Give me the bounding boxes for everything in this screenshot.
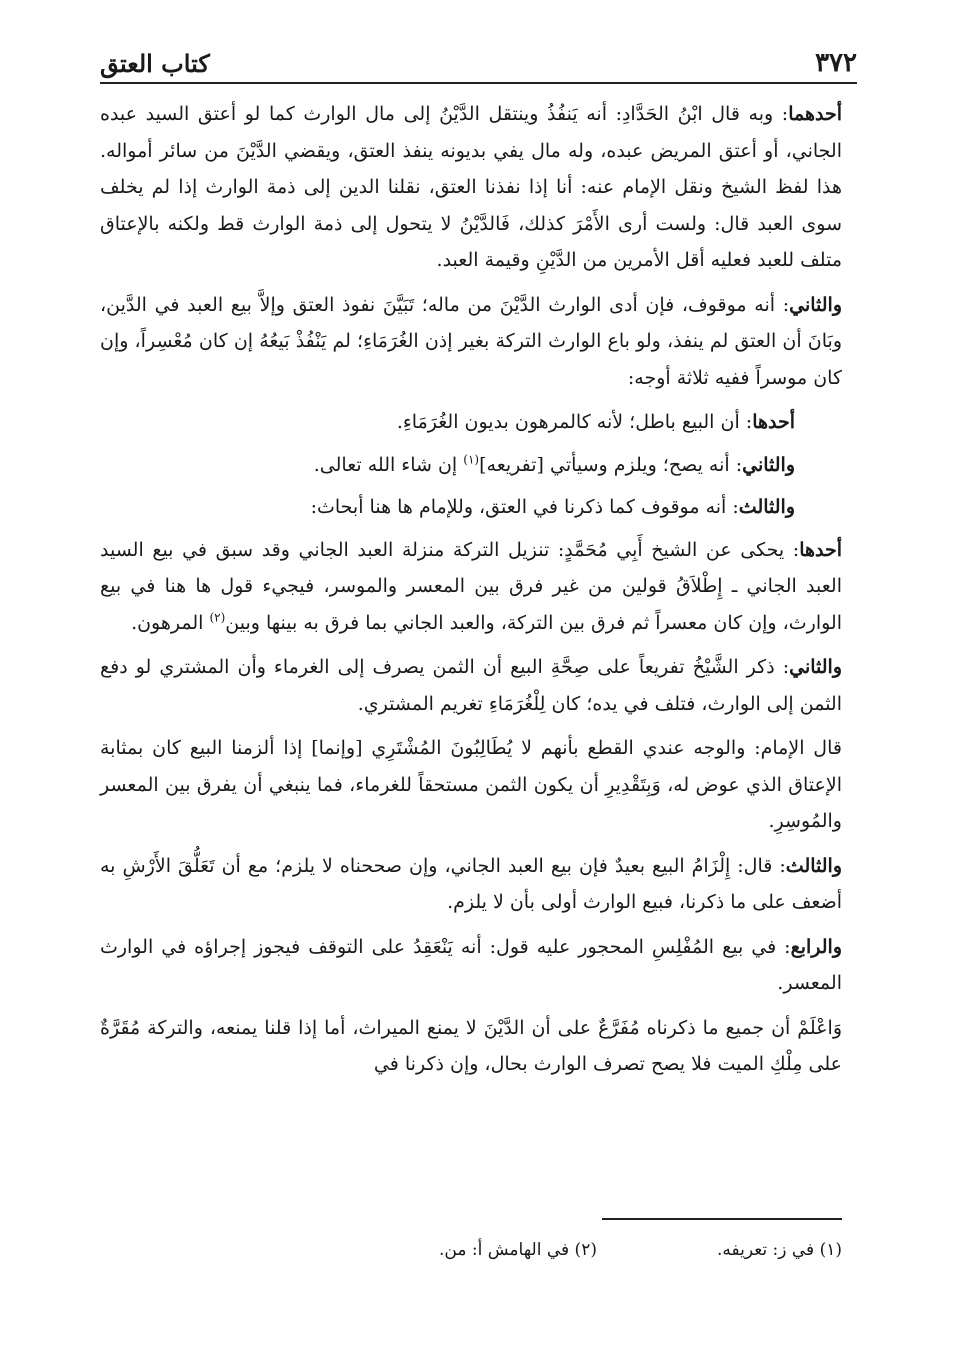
footnotes	[260, 1240, 842, 1260]
page-header	[100, 30, 857, 84]
paragraph	[100, 649, 842, 722]
paragraph-text: : أنه يصح؛ ويلزم وسيأتي [تفريعه]	[479, 453, 743, 476]
book-title: كتاب العتق	[100, 49, 210, 78]
paragraph	[100, 489, 842, 526]
page-number: ٣٧٢	[815, 48, 857, 78]
paragraph-text: : وبه قال ابْنُ الحَدَّادِ: أنه يَنفُذُ وينتقل الدَّيْنُ إلى مال الوارث كما لو أعتق السيد عبده الجاني، أو أعتق المريض عبده، وله مال يفي بديونه ينفذ العتق، ويقضي الدَّيْنَ من سائر أمواله. هذا لفظ الشيخ ونقل الإمام عنه: أنا إذا نفذنا العتق، نقلنا الدين إلى ذمة الوارث إذا لم يخلف سوى العبد قال: ولست أرى الأَمْرَ كذلك، فَالدَّيْنُ لا يتحول إلى ذمة الوارث قط ولكنه بالإعتاق متلف للعبد فعليه أقل الأمرين من الدَّيْنِ وقيمة العبد.	[100, 103, 842, 271]
paragraph-text: : ذكر الشَّيْخُ تفريعاً على صِحَّةِ البيع أن الثمن يصرف إلى الغرماء وأن المشتري لو دفع الثمن إلى الوارث، فتلف في يده؛ كان لِلْغُرَمَاءِ تغريم المشتري.	[100, 656, 842, 715]
paragraph-text: : في بيع المُفْلِسِ المحجور عليه قول: أنه يَنْعَقِدُ على التوقف فيجوز إجراؤه في الوارث المعسر.	[100, 935, 842, 994]
paragraph	[100, 929, 842, 1002]
paragraph-text: : أنه موقوف، فإن أدى الوارث الدَّيْنَ من ماله؛ تَبَيَّنَ نفوذ العتق وإلاَّ بيع العبد في الدَّين، وبَانَ أن العتق لم ينفذ، ولو باع الوارث التركة بغير إذن الغُرَمَاءِ؛ لم يَنْفُذْ بَيعُهُ إن كان مُعْسِراً، وإن كان موسراً ففيه ثلاثة أوجه:	[100, 293, 842, 389]
paragraph	[100, 848, 842, 921]
paragraph-text: وَاعْلَمْ أن جميع ما ذكرناه مُفَرَّعٌ على أن الدَّيْنَ لا يمنع الميراث، أما إذا قلنا يمنعه، والتركة مُقَرَّةٌ على مِلْكِ الميت فلا يصح تصرف الوارث بحال، وإن ذكرنا في	[100, 1016, 842, 1075]
footnote-separator	[602, 1218, 842, 1220]
paragraph-lead: أحدها	[799, 538, 842, 561]
paragraph-lead: والثالث	[738, 496, 795, 518]
paragraph	[100, 287, 842, 397]
footnote-marker: (١)	[463, 452, 480, 467]
paragraph-lead: والثاني	[789, 656, 842, 678]
paragraph-text: : قال: إِلْزَامُ البيع بعيدٌ فإن بيع العبد الجاني، وإن صححناه لا يلزم؛ مع أن تَعَلُّقَ الأَرْشِ به أضعف على ما ذكرنا، فبيع الوارث أولى بأن لا يلزم.	[100, 854, 842, 913]
paragraph-text: قال الإمام: والوجه عندي القطع بأنهم لا يُطَالِبُونَ المُشْتَرِي [وإنما] إذا ألزمنا البيع كان بمثابة الإعتاق الذي عوض له، وَبِتَقْدِيرِ أن يكون الثمن مستحقاً للغرماء، فما ينبغي أن يفرق بين المعسر والمُوسِرِ.	[100, 737, 842, 832]
paragraph-text: : يحكى عن الشيخ أَبِي مُحَمَّدٍ: تنزيل التركة منزلة العبد الجاني وقد سبق في بيع السيد العبد الجاني ـ إِطْلاَقُ قولين من غير فرق بين المعسر والموسر، فيجيء قول ها هنا في بيع الوارث، وإن كان معسراً ثم فرق بين التركة، والعبد الجاني بما فرق به بينها وبين	[100, 538, 842, 634]
footnote-2: (٢) في الهامش أ: من.	[439, 1240, 597, 1260]
paragraph	[100, 730, 842, 840]
paragraph-text-continued: إن شاء الله تعالى.	[313, 453, 464, 476]
paragraph-text-continued: المرهون.	[131, 611, 210, 634]
paragraph	[100, 447, 842, 484]
paragraph-lead: والثالث	[785, 854, 842, 877]
paragraph	[100, 1010, 842, 1083]
paragraph-text: : أن البيع باطل؛ لأنه كالمرهون بديون الغُرَمَاءِ.	[396, 411, 753, 433]
paragraph-lead: والثاني	[789, 293, 842, 316]
main-text	[100, 96, 842, 1091]
paragraph-lead: والثاني	[742, 453, 795, 476]
paragraph	[100, 404, 842, 441]
paragraph	[100, 532, 842, 642]
footnote-marker: (٢)	[209, 610, 226, 625]
footnote-1: (١) في ز: تعريفه.	[716, 1240, 842, 1260]
paragraph	[100, 96, 842, 279]
paragraph-text: : أنه موقوف كما ذكرنا في العتق، وللإمام ها هنا أبحاث:	[310, 496, 739, 518]
paragraph-lead: والرابع	[790, 935, 842, 958]
paragraph-lead: أحدهما	[788, 103, 842, 125]
paragraph-lead: أحدها	[752, 411, 795, 433]
